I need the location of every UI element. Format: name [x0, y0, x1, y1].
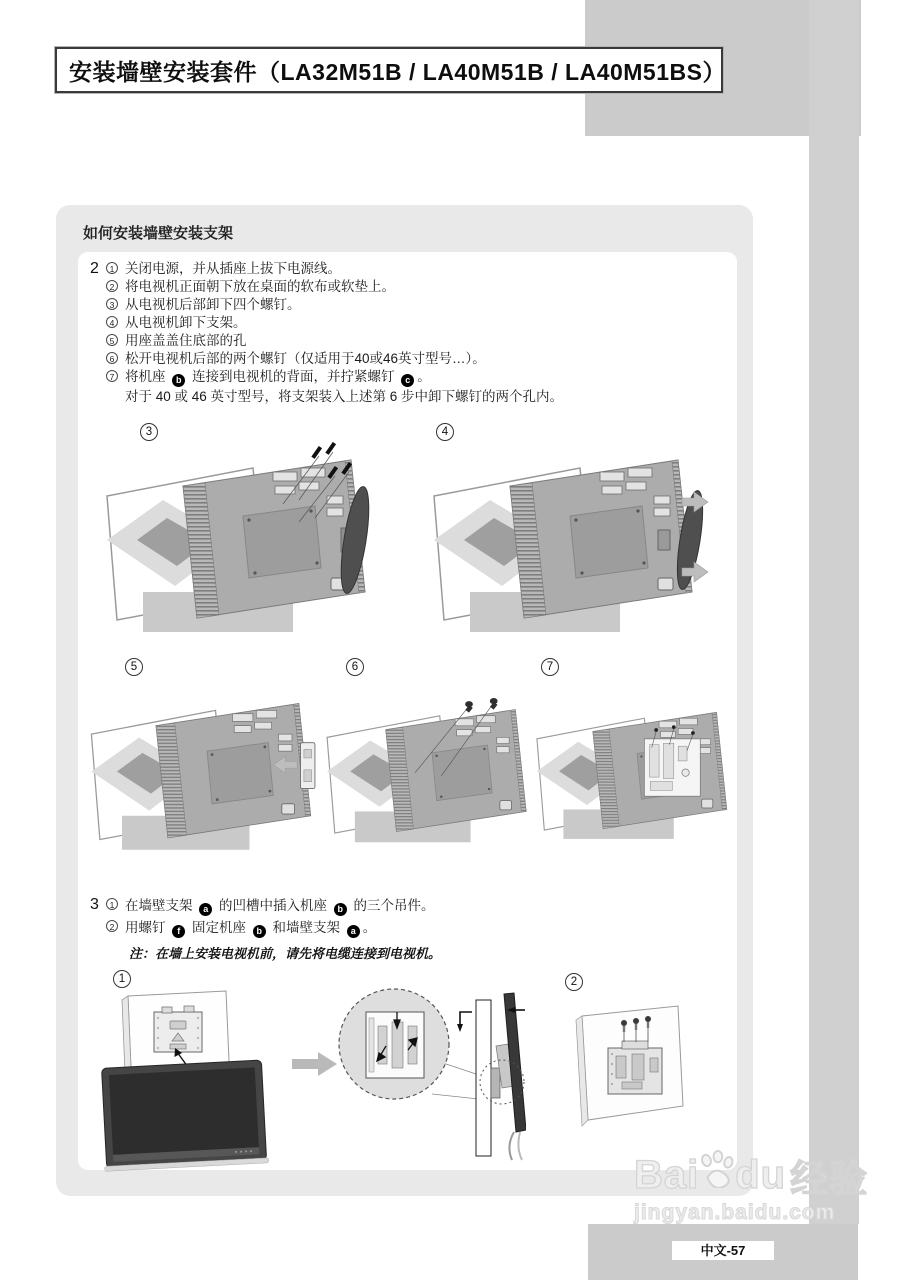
step-item: [90, 278, 563, 296]
circled-number: 2: [106, 280, 118, 292]
figure-remove-stand-illustration: [430, 442, 710, 632]
figure-wall-plate-illustration: [566, 1000, 698, 1142]
figure-remove-screws-illustration: [103, 442, 383, 632]
step-text: 用座盖盖住底部的孔: [125, 333, 247, 348]
circled-number: 7: [106, 370, 118, 382]
paw-icon: [697, 1150, 735, 1188]
watermark-domain: jingyan.baidu.com: [634, 1201, 836, 1224]
right-block-arrow-icon: [292, 1050, 338, 1078]
figure-label: 5: [125, 658, 143, 676]
watermark-brand-part2: du: [735, 1153, 787, 1197]
figure-attach-bracket-illustration: [534, 678, 740, 860]
step-item: [90, 260, 563, 278]
watermark-brand-cn: 经验: [790, 1159, 869, 1201]
figure-loosen-screws-illustration: [324, 678, 540, 860]
figure-label: 2: [565, 973, 583, 991]
figure-cover-hole-illustration: [88, 678, 326, 860]
step-text: 松开电视机后部的两个螺钉（仅适用于40或46英寸型号…）。: [125, 351, 486, 366]
step-item: [90, 314, 563, 332]
watermark-brand-part1: Bai: [634, 1153, 700, 1197]
figure-label: 3: [140, 423, 158, 441]
circled-number: 1: [106, 898, 118, 910]
figure-label: 6: [346, 658, 364, 676]
note-text: 注：在墙上安装电视机前，请先将电缆连接到电视机。: [129, 946, 442, 961]
marker-spacer: [106, 390, 118, 402]
step3-list: [90, 896, 441, 962]
figure-label: 4: [436, 423, 454, 441]
step-number: 2: [90, 260, 99, 277]
step-text: 从电视机后部卸下四个螺钉。: [125, 297, 301, 312]
step-text: 用螺钉 f 固定机座 b 和墙壁支架 a 。: [125, 920, 377, 936]
circled-number: 5: [106, 334, 118, 346]
step-item: [90, 918, 441, 938]
page-title: 安装墙壁安装套件（LA32M51B / LA40M51B / LA40M51BS）: [69, 58, 726, 85]
step-number: 3: [90, 896, 99, 913]
step-text: 将机座 b 连接到电视机的背面，并拧紧螺钉 c 。: [125, 369, 431, 385]
circled-letter-c: c: [401, 374, 414, 387]
step-text: 在墙壁支架 a 的凹槽中插入机座 b 的三个吊件。: [125, 898, 435, 914]
content-panel: [78, 252, 737, 1170]
step-item: [90, 896, 441, 916]
circled-number: 3: [106, 298, 118, 310]
step-text: 对于 40 或 46 英寸型号，将支架装入上述第 6 步中卸下螺钉的两个孔内。: [125, 388, 564, 404]
watermark: [634, 1148, 884, 1225]
step-item: [90, 368, 563, 387]
figure-bracket-detail-illustration: [336, 982, 526, 1174]
section-title: 如何安装墙壁安装支架: [83, 225, 234, 242]
circled-letter-f: f: [172, 925, 185, 938]
circled-letter-b: b: [334, 903, 347, 916]
circled-number: 2: [106, 920, 118, 932]
step-item: [90, 296, 563, 314]
step-item: [90, 388, 563, 406]
circled-number: 6: [106, 352, 118, 364]
figure-label: 7: [541, 658, 559, 676]
page-number-label: 中文-57: [672, 1241, 774, 1260]
step-text: 将电视机正面朝下放在桌面的软布或软垫上。: [125, 279, 395, 294]
figure-label: 1: [113, 970, 131, 988]
circled-letter-b: b: [253, 925, 266, 938]
figure-hang-tv-illustration: [96, 988, 296, 1173]
main-panel: [56, 205, 753, 1196]
step-text: 从电视机卸下支架。: [125, 315, 247, 330]
circled-number: 4: [106, 316, 118, 328]
step-text: 关闭电源，并从插座上拔下电源线。: [125, 261, 341, 276]
page-gray-band-right: [809, 0, 859, 1224]
step2-list: [90, 260, 563, 406]
circled-number: 1: [106, 262, 118, 274]
circled-letter-a: a: [347, 925, 360, 938]
circled-letter-b: b: [172, 374, 185, 387]
circled-letter-a: a: [199, 903, 212, 916]
step-item: [90, 350, 563, 368]
title-box: [55, 47, 726, 93]
step-item: [90, 332, 563, 350]
watermark-brand: [634, 1148, 884, 1203]
